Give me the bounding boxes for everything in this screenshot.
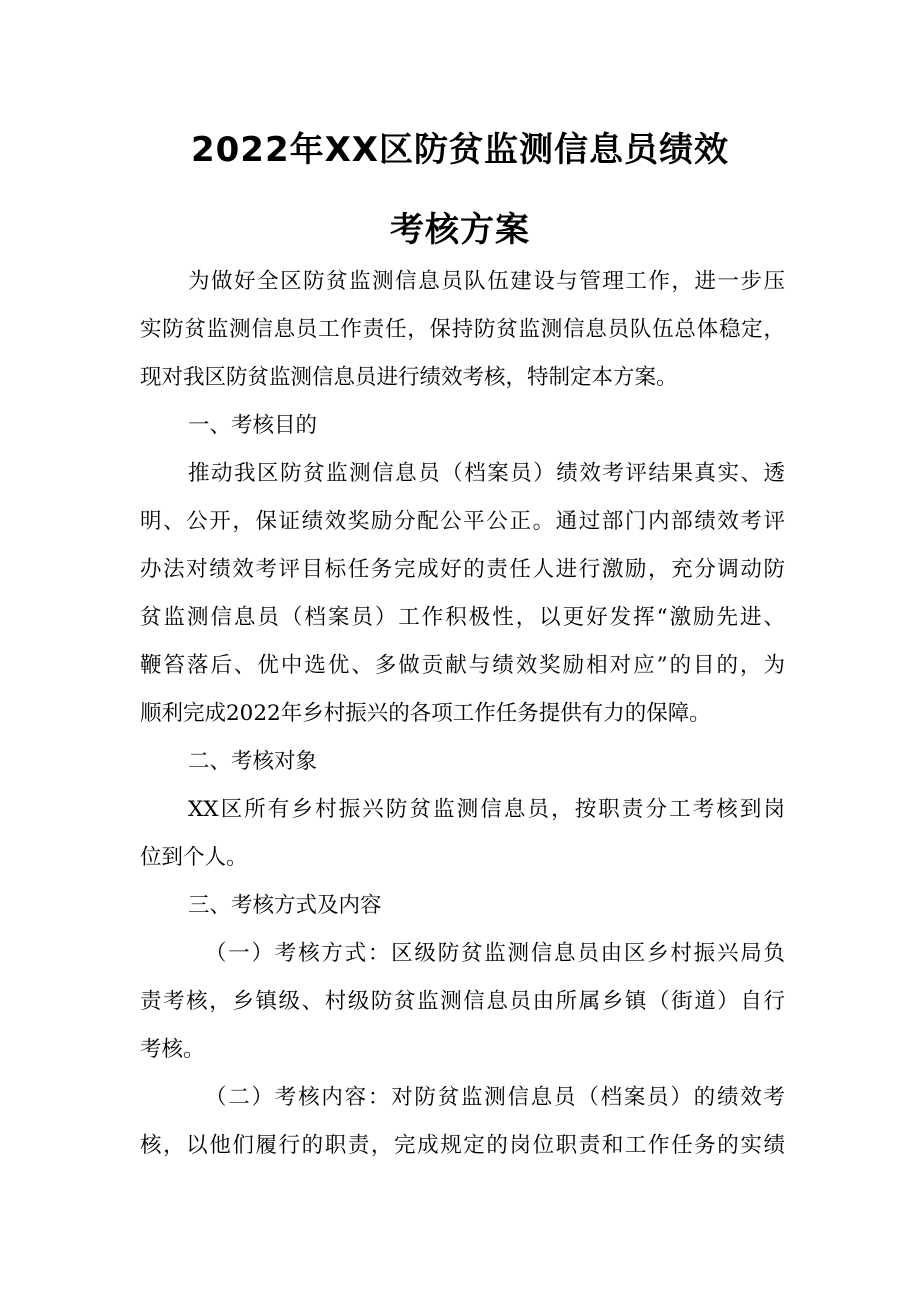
paragraph-line: 推动我区防贫监测信息员（档案员）绩效考评结果真实、透: [188, 461, 785, 486]
paragraph-line: 为做好全区防贫监测信息员队伍建设与管理工作，进一步压: [188, 269, 785, 294]
paragraph-line: 责考核，乡镇级、村级防贫监测信息员由所属乡镇（街道）自行: [140, 989, 785, 1014]
paragraph-line: 现对我区防贫监测信息员进行绩效考核，特制定本方案。: [140, 365, 678, 390]
paragraph-line: 位到个人。: [140, 845, 248, 870]
paragraph-line: 考核。: [140, 1037, 205, 1062]
paragraph-line: 核，以他们履行的职责，完成规定的岗位职责和工作任务的实绩: [140, 1133, 785, 1158]
section-heading: 一、考核目的: [188, 413, 318, 438]
section-heading: 二、考核对象: [188, 749, 318, 774]
paragraph-line: （一）考核方式：区级防贫监测信息员由区乡村振兴局负: [205, 941, 785, 966]
paragraph-line: 明、公开，保证绩效奖励分配公平公正。通过部门内部绩效考评: [140, 509, 785, 534]
paragraph-line: 顺利完成2022年乡村振兴的各项工作任务提供有力的保障。: [140, 701, 711, 726]
section-heading: 三、考核方式及内容: [188, 893, 382, 918]
paragraph-line: 实防贫监测信息员工作责任，保持防贫监测信息员队伍总体稳定，: [140, 317, 785, 342]
paragraph-line: 鞭笞落后、优中选优、多做贡献与绩效奖励相对应”的目的，为: [140, 653, 785, 678]
document-title-line-1: 2022年XX区防贫监测信息员绩效: [190, 130, 730, 170]
document-title-line-2: 考核方案: [390, 210, 530, 250]
paragraph-line: 办法对绩效考评目标任务完成好的责任人进行激励，充分调动防: [140, 557, 785, 582]
paragraph-line: 贫监测信息员（档案员）工作积极性，以更好发挥“激励先进、: [140, 605, 785, 630]
paragraph-line: XX区所有乡村振兴防贫监测信息员，按职责分工考核到岗: [188, 797, 785, 822]
paragraph-line: （二）考核内容：对防贫监测信息员（档案员）的绩效考: [205, 1085, 785, 1110]
